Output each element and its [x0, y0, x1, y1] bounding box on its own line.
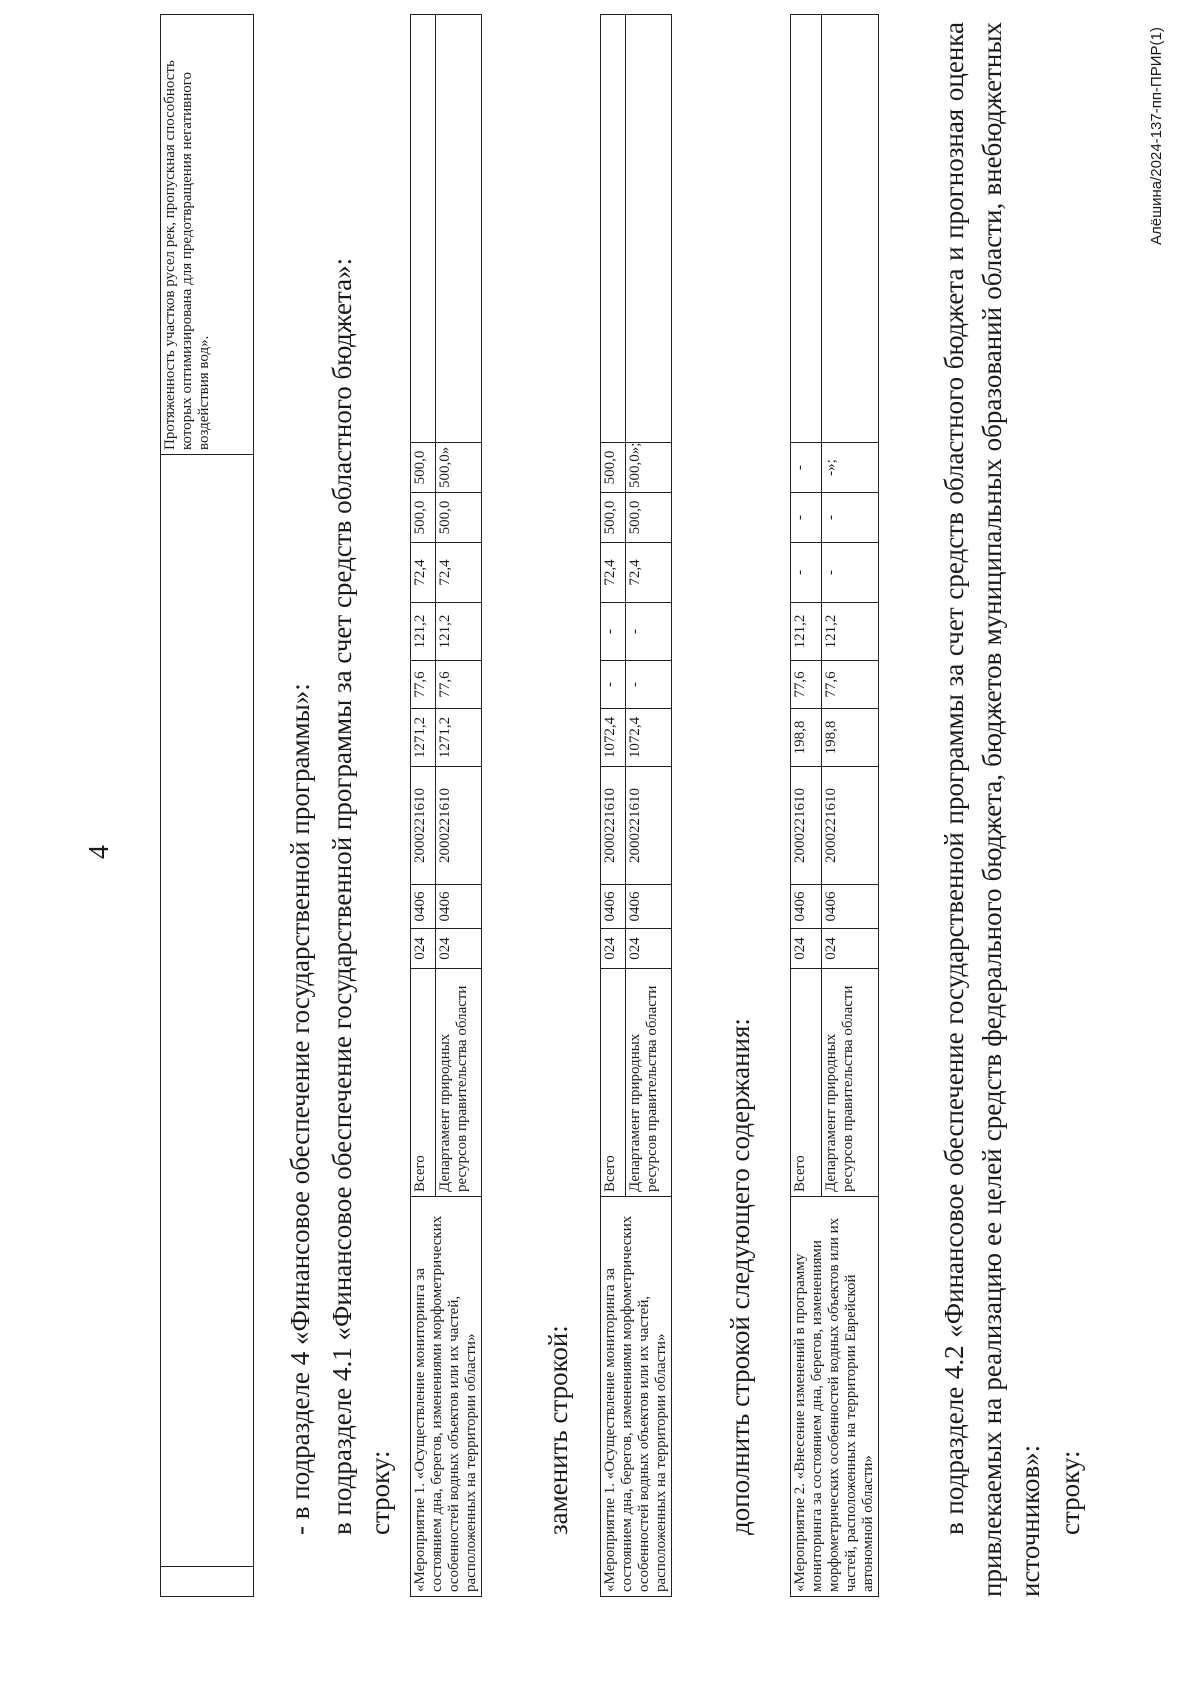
- grbs-cell: 024: [625, 929, 671, 969]
- value-cell: 1072,4: [601, 709, 626, 767]
- table-cell-empty: [161, 455, 254, 1567]
- value-cell: 1072,4: [625, 709, 671, 767]
- value-cell: -: [791, 443, 822, 493]
- value-cell: 72,4: [601, 543, 626, 603]
- value-cell: 500,0: [435, 493, 481, 543]
- rzpr-cell: 0406: [821, 885, 878, 929]
- value-cell: 77,6: [435, 661, 481, 709]
- value-cell: 500,0: [411, 493, 436, 543]
- value-cell: -: [601, 661, 626, 709]
- executor-cell: Всего: [601, 969, 626, 1197]
- value-cell: -: [821, 493, 878, 543]
- table-cell-empty: [161, 1567, 254, 1597]
- rzpr-cell: 0406: [791, 885, 822, 929]
- budget-table-original: [410, 14, 482, 1597]
- table-cell-empty: [625, 15, 671, 443]
- value-cell: 500,0: [625, 493, 671, 543]
- csr-cell: 2000221610: [435, 767, 481, 885]
- value-cell: 77,6: [791, 661, 822, 709]
- value-cell: -: [601, 603, 626, 661]
- executor-cell: Департамент природных ресурсов правительства области: [435, 969, 481, 1197]
- value-cell: 72,4: [435, 543, 481, 603]
- grbs-cell: 024: [821, 929, 878, 969]
- grbs-cell: 024: [435, 929, 481, 969]
- page-number: 4: [84, 845, 115, 859]
- value-cell: 500,0: [411, 443, 436, 493]
- paragraph-section4: - в подразделе 4 «Финансовое обеспечение государственной программы»:: [285, 683, 315, 1535]
- grbs-cell: 024: [791, 929, 822, 969]
- value-cell: 1271,2: [435, 709, 481, 767]
- csr-cell: 2000221610: [411, 767, 436, 885]
- budget-table-replacement: [600, 14, 672, 1597]
- paragraph-append: дополнить строкой следующего содержания:: [725, 1018, 755, 1535]
- table-cell-empty: [601, 15, 626, 443]
- value-cell: -: [625, 603, 671, 661]
- event-name-cell: «Мероприятие 2. «Внесение изменений в программу мониторинга за состоянием дна, берегов, изменениями морфометрических особенностей водных объектов или их частей, расположенных на территории Еврейской автономной области»: [791, 1197, 879, 1597]
- value-cell: 77,6: [821, 661, 878, 709]
- paragraph-replace: заменить строкой:: [543, 1325, 573, 1535]
- value-cell: -: [821, 543, 878, 603]
- table-row: [411, 15, 436, 1597]
- value-cell: 121,2: [411, 603, 436, 661]
- document-code: Алёшина/2024-137-пп-ПРИР(1): [1148, 27, 1165, 245]
- paragraph-row-label: строку:: [365, 1450, 395, 1535]
- executor-cell: Департамент природных ресурсов правительства области: [625, 969, 671, 1197]
- value-cell: 121,2: [821, 603, 878, 661]
- executor-cell: Всего: [411, 969, 436, 1197]
- value-cell: 198,8: [791, 709, 822, 767]
- value-cell: 121,2: [791, 603, 822, 661]
- rzpr-cell: 0406: [435, 885, 481, 929]
- table-row: [791, 15, 822, 1597]
- paragraph-section42: в подразделе 4.2 «Финансовое обеспечение государственной программы за счет средств областного бюджета и прогнозная оценка привлекаемых на реализацию ее целей средств федерального бюджета, бюджетов муниципальных образований области, внебюджетных источников»:: [939, 22, 1045, 1597]
- event-name-cell: «Мероприятие 1. «Осуществление мониторинга за состоянием дна, берегов, изменениями морфометрических особенностей водных объектов или их частей, расположенных на территории области»: [411, 1197, 482, 1597]
- value-cell: -: [625, 661, 671, 709]
- budget-table-appended: [790, 14, 879, 1597]
- value-cell: 500,0»: [435, 443, 481, 493]
- table-cell-empty: [821, 15, 878, 443]
- value-cell: 198,8: [821, 709, 878, 767]
- value-cell: 121,2: [435, 603, 481, 661]
- value-cell: -: [791, 493, 822, 543]
- value-cell: -»;: [821, 443, 878, 493]
- rzpr-cell: 0406: [411, 885, 436, 929]
- value-cell: 500,0: [601, 443, 626, 493]
- grbs-cell: 024: [601, 929, 626, 969]
- grbs-cell: 024: [411, 929, 436, 969]
- csr-cell: 2000221610: [625, 767, 671, 885]
- table-cell-empty: [791, 15, 822, 443]
- paragraph-section41: в подразделе 4.1 «Финансовое обеспечение государственной программы за счет средств областного бюджета»:: [327, 257, 357, 1535]
- value-cell: 77,6: [411, 661, 436, 709]
- table-row: [601, 15, 626, 1597]
- executor-cell: Департамент природных ресурсов правительства области: [821, 969, 878, 1197]
- csr-cell: 2000221610: [821, 767, 878, 885]
- paragraph-row-label-2: строку:: [1055, 1450, 1085, 1535]
- continuation-table: [160, 14, 254, 1597]
- table-row: [161, 15, 254, 1597]
- table-cell-description: Протяженность участков русел рек, пропускная способность которых оптимизирована для предотвращения негативного воздействия вод».: [161, 15, 254, 455]
- rzpr-cell: 0406: [601, 885, 626, 929]
- table-cell-empty: [435, 15, 481, 443]
- rzpr-cell: 0406: [625, 885, 671, 929]
- value-cell: 72,4: [625, 543, 671, 603]
- event-name-cell: «Мероприятие 1. «Осуществление мониторинга за состоянием дна, берегов, изменениями морфометрических особенностей водных объектов или их частей, расположенных на территории области»: [601, 1197, 672, 1597]
- csr-cell: 2000221610: [791, 767, 822, 885]
- value-cell: 500,0»;: [625, 443, 671, 493]
- value-cell: 500,0: [601, 493, 626, 543]
- table-cell-empty: [411, 15, 436, 443]
- executor-cell: Всего: [791, 969, 822, 1197]
- csr-cell: 2000221610: [601, 767, 626, 885]
- value-cell: 1271,2: [411, 709, 436, 767]
- value-cell: 72,4: [411, 543, 436, 603]
- value-cell: -: [791, 543, 822, 603]
